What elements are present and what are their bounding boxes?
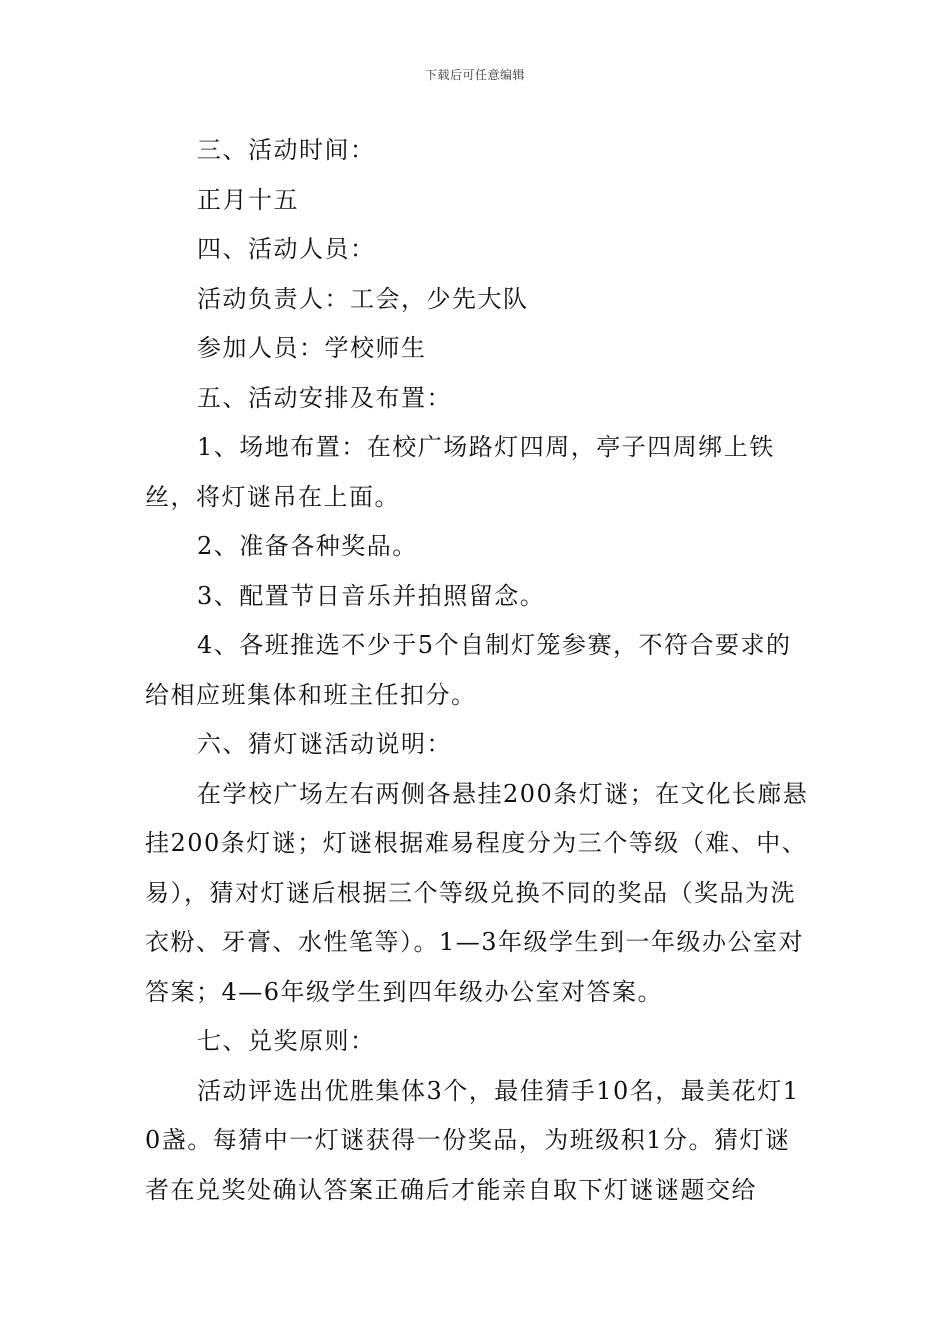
document-body (145, 126, 810, 1215)
page-header-note: 下载后可任意编辑 (424, 68, 525, 82)
paragraph-prize-rules: 活动评选出优胜集体3个，最佳猜手10名，最美花灯10盏。每猜中一灯谜获得一份奖品，为班级积1分。猜灯谜者在兑奖处确认答案正确后才能亲自取下灯谜谜题交给 (145, 1076, 800, 1204)
paragraph-riddle-details: 在学校广场左右两侧各悬挂200条灯谜；在文化长廊悬挂200条灯谜；灯谜根据难易程度分为三个等级（难、中、易），猜对灯谜后根据三个等级兑换不同的奖品（奖品为洗衣粉、牙膏、水性笔等）。1—3年级学生到一年级办公室对答案；4—6年级学生到四年级办公室对答案。 (145, 779, 809, 1006)
paragraph-music-photos: 3、配置节日音乐并拍照留念。 (197, 581, 546, 610)
section-heading-riddle-instructions: 六、猜灯谜活动说明： (197, 730, 452, 758)
paragraph-lantern-contest: 4、各班推选不少于5个自制灯笼参赛，不符合要求的给相应班集体和班主任扣分。 (145, 631, 792, 709)
paragraph-venue-setup: 1、场地布置：在校广场路灯四周，亭子四周绑上铁丝，将灯谜吊在上面。 (145, 433, 775, 511)
section-heading-prize-rules: 七、兑奖原则： (197, 1027, 376, 1055)
section-heading-arrangement: 五、活动安排及布置： (197, 383, 452, 412)
section-heading-personnel: 四、活动人员： (197, 235, 376, 263)
paragraph-participants: 参加人员：学校师生 (197, 334, 427, 362)
section-heading-time: 三、活动时间： (197, 136, 376, 164)
paragraph-responsible: 活动负责人：工会，少先大队 (197, 284, 529, 313)
paragraph-time-value: 正月十五 (197, 185, 299, 214)
paragraph-prizes: 2、准备各种奖品。 (197, 532, 418, 560)
